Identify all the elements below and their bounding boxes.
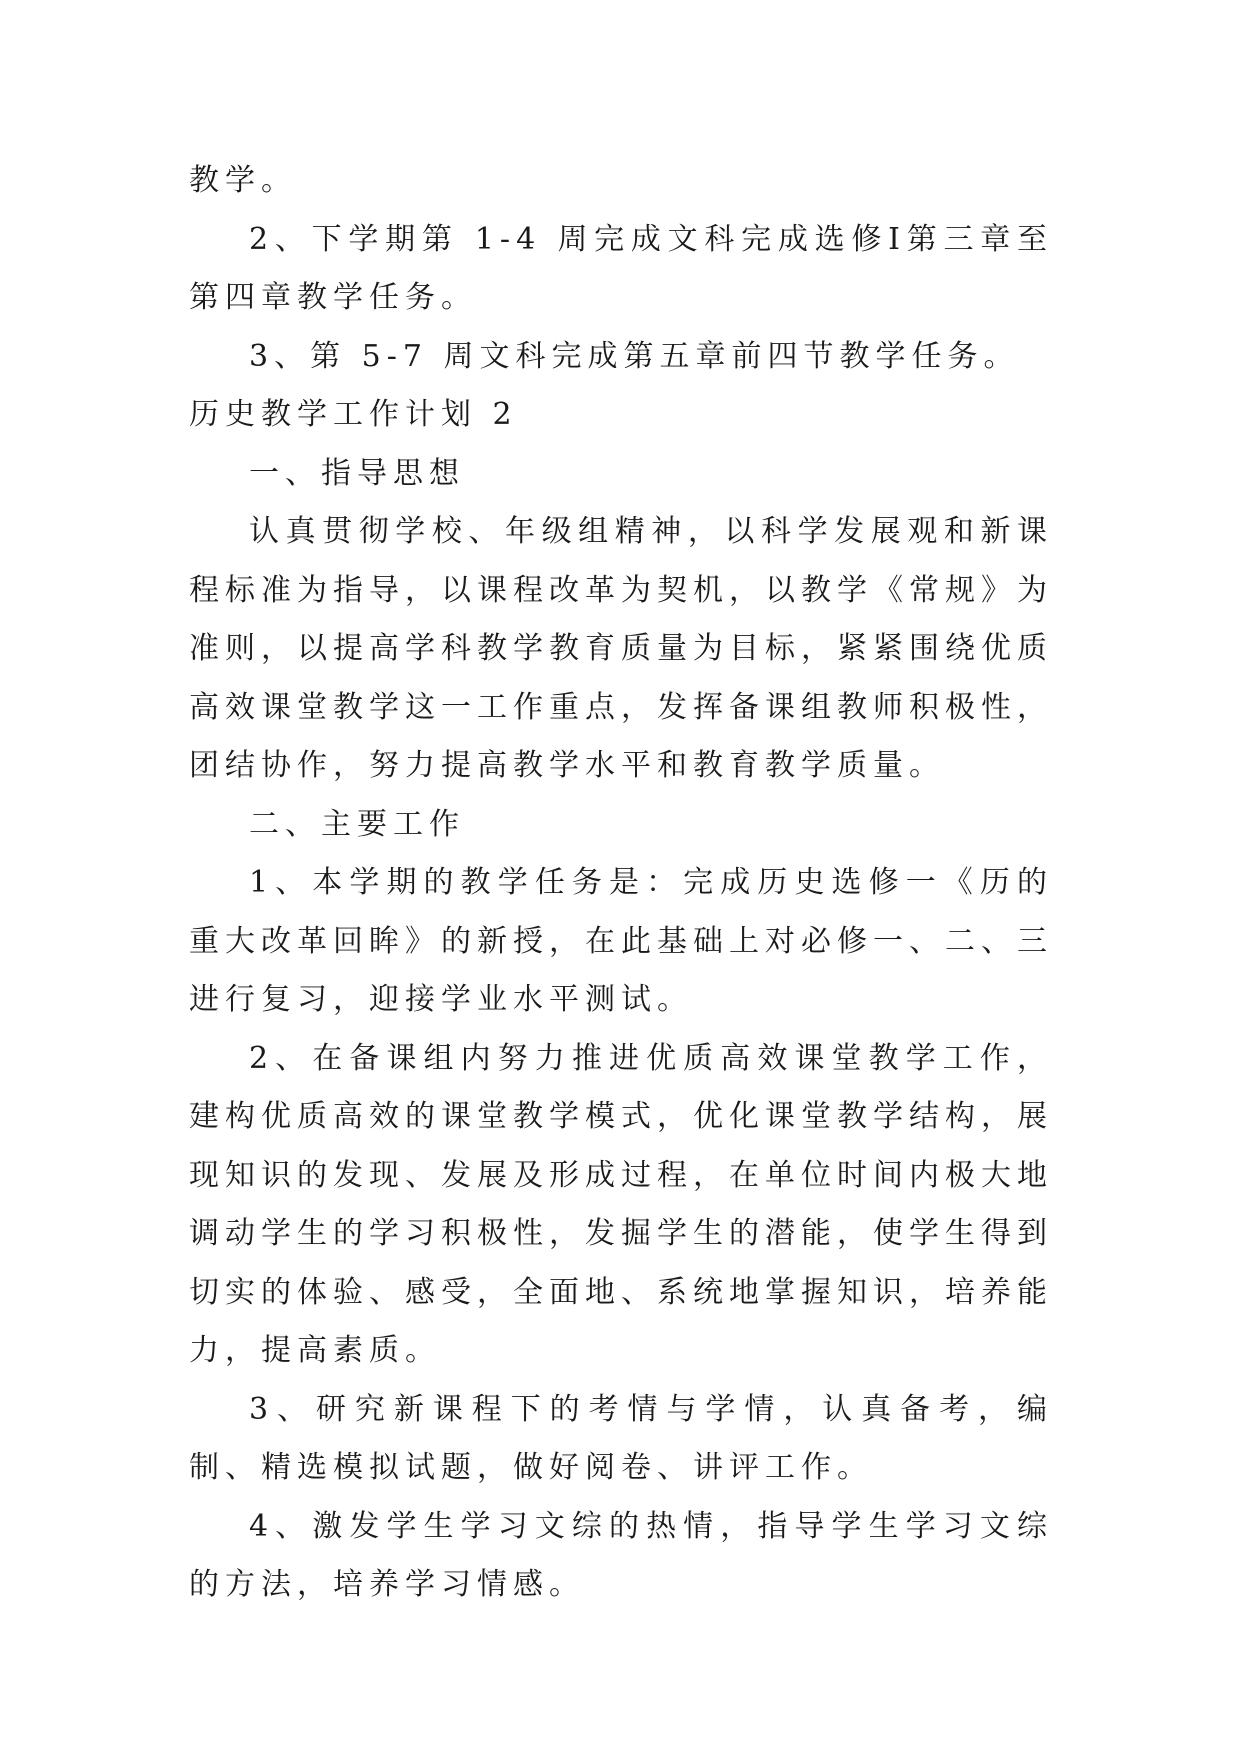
paragraph-work-item-4: 4、激发学生学习文综的热情，指导学生学习文综的方法，培养学习情感。 — [189, 1508, 1053, 1602]
section-title: 历史教学工作计划 2 — [189, 397, 518, 432]
document-body — [189, 152, 1053, 1615]
heading-main-work: 二、主要工作 — [249, 806, 465, 842]
paragraph-work-item-1: 1、本学期的教学任务是：完成历史选修一《历的重大改革回眸》的新授，在此基础上对必修一、二、三进行复习，迎接学业水平测试。 — [189, 865, 1053, 1017]
paragraph-continuation: 教学。 — [189, 163, 297, 198]
paragraph-work-item-2: 2、在备课组内努力推进优质高效课堂教学工作，建构优质高效的课堂教学模式，优化课堂教学结构，展现知识的发现、发展及形成过程，在单位时间内极大地调动学生的学习积极性，发掘学生的潜能，使学生得到切实的体验、感受，全面地、系统地掌握知识，培养能力，提高素质。 — [189, 1040, 1053, 1368]
paragraph-work-item-3: 3、研究新课程下的考情与学情，认真备考，编制、精选模拟试题，做好阅卷、讲评工作。 — [189, 1391, 1053, 1485]
paragraph-guiding-ideology: 认真贯彻学校、年级组精神，以科学发展观和新课程标准为指导，以课程改革为契机，以教学《常规》为准则，以提高学科教学教育质量为目标，紧紧围绕优质高效课堂教学这一工作重点，发挥备课组教师积极性，团结协作，努力提高教学水平和教育教学质量。 — [189, 514, 1053, 783]
heading-guiding-ideology: 一、指导思想 — [249, 455, 465, 491]
paragraph-item-2: 2、下学期第 1-4 周完成文科完成选修Ⅰ第三章至第四章教学任务。 — [189, 221, 1053, 315]
paragraph-item-3: 3、第 5-7 周文科完成第五章前四节教学任务。 — [249, 338, 1020, 374]
